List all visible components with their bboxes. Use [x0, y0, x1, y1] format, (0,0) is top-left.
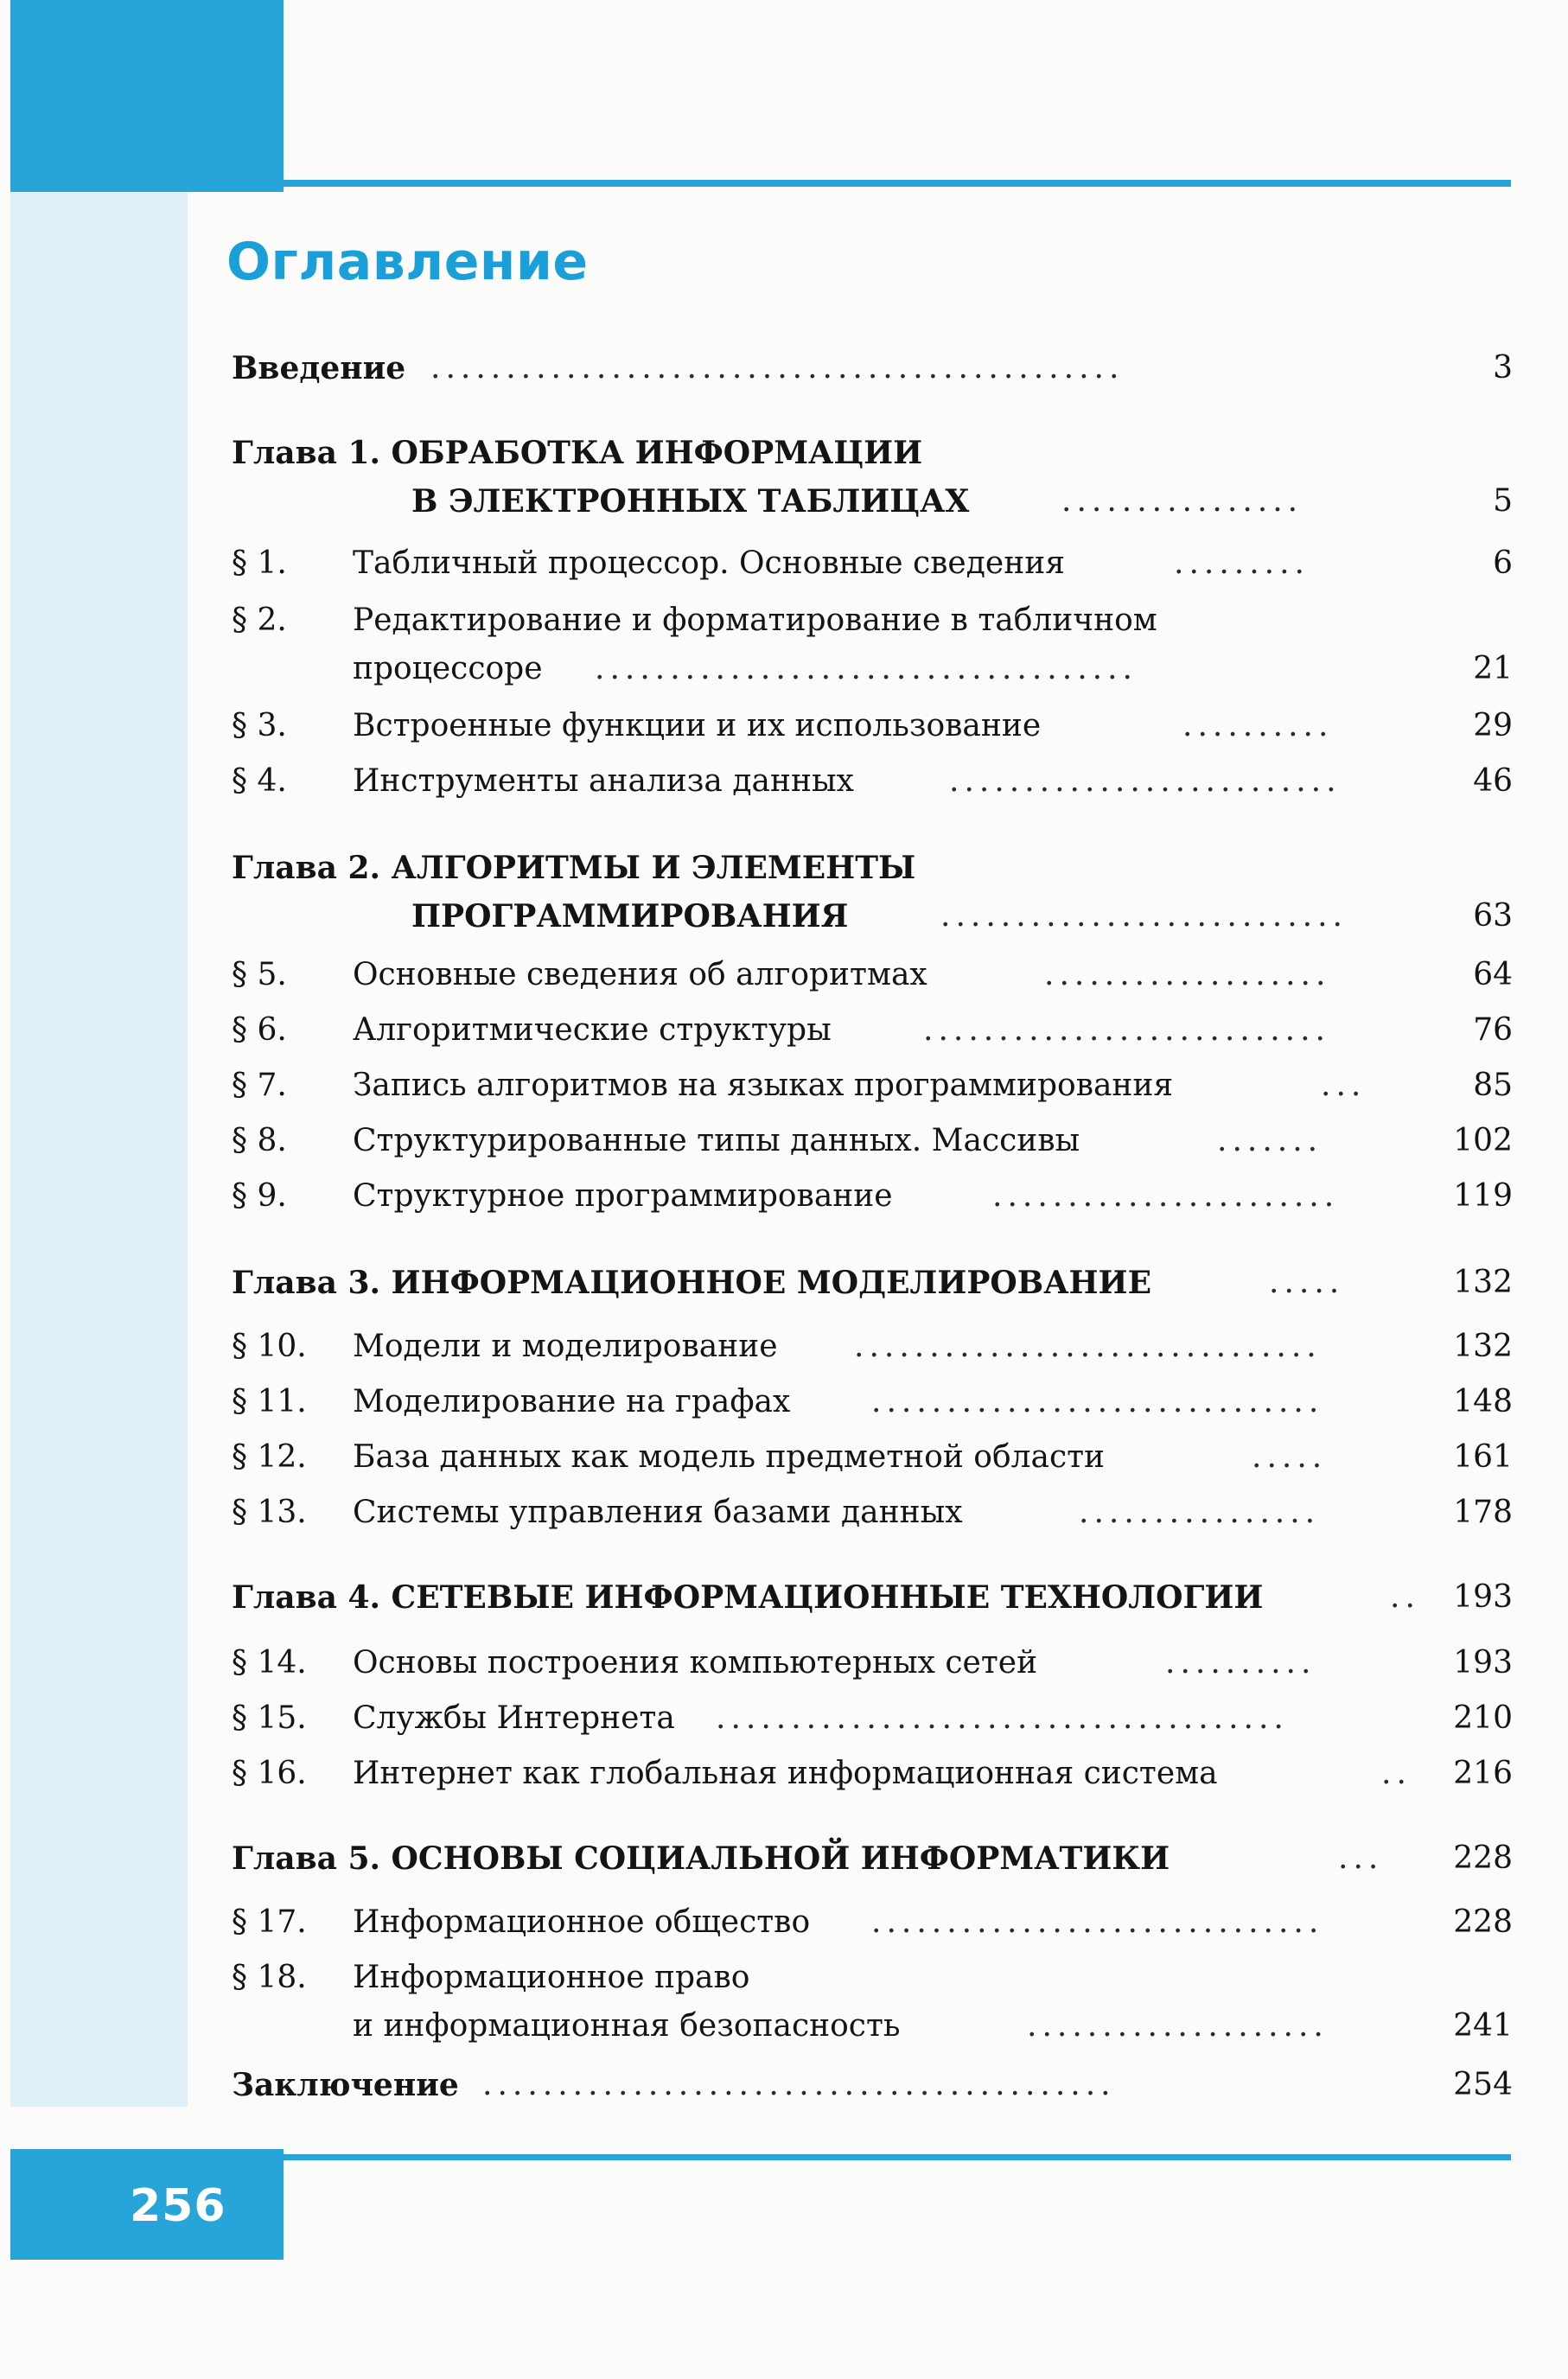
page-ref: 21 — [1473, 651, 1513, 686]
section-number: § 11. — [232, 1384, 307, 1419]
toc-section-17[interactable] — [232, 1900, 1513, 1945]
top-color-block — [10, 0, 284, 192]
section-title: Встроенные функции и их использование — [353, 708, 1042, 743]
section-number: § 10. — [232, 1329, 307, 1364]
toc-section-1[interactable] — [232, 541, 1513, 586]
leader-dots: ......... — [1174, 545, 1310, 581]
chapter-title: Глава 2. АЛГОРИТМЫ И ЭЛЕМЕНТЫ — [232, 850, 916, 886]
section-title: Основные сведения об алгоритмах — [353, 957, 927, 992]
toc-section-5[interactable] — [232, 953, 1513, 998]
leader-dots: .............................................. — [430, 350, 1125, 386]
toc-section-3[interactable] — [232, 704, 1513, 749]
section-title: Системы управления базами данных — [353, 1495, 963, 1530]
section-title: Интернет как глобальная информационная система — [353, 1756, 1218, 1791]
toc-chapter-5[interactable] — [232, 1836, 1513, 1881]
page-ref: 3 — [1493, 350, 1513, 386]
page-ref: 216 — [1453, 1756, 1513, 1791]
leader-dots: ................ — [1061, 483, 1303, 519]
toc-section-7[interactable] — [232, 1063, 1513, 1108]
page-ref: 193 — [1453, 1645, 1513, 1681]
section-number: § 2. — [232, 603, 287, 638]
toc-section-13[interactable] — [232, 1490, 1513, 1535]
section-title: Службы Интернета — [353, 1700, 675, 1736]
header-rule — [284, 180, 1511, 187]
toc-section-11[interactable] — [232, 1380, 1513, 1425]
toc-entry-label: Заключение — [232, 2067, 459, 2103]
section-title: Основы построения компьютерных сетей — [353, 1645, 1038, 1681]
section-number: § 16. — [232, 1756, 307, 1791]
page-ref: 228 — [1453, 1840, 1513, 1876]
section-number: § 1. — [232, 545, 287, 581]
toc-chapter-3[interactable] — [232, 1260, 1513, 1305]
leader-dots: ...................................... — [716, 1700, 1289, 1736]
page-ref: 76 — [1473, 1012, 1513, 1048]
section-number: § 8. — [232, 1123, 287, 1158]
leader-dots: ..... — [1269, 1265, 1345, 1300]
leader-dots: .. — [1381, 1756, 1412, 1791]
leader-dots: ................... — [1044, 957, 1331, 992]
leader-dots: .............................. — [871, 1904, 1324, 1940]
page-ref: 178 — [1453, 1495, 1513, 1530]
section-number: § 15. — [232, 1700, 307, 1736]
leader-dots: .......... — [1165, 1645, 1316, 1681]
section-number: § 6. — [232, 1012, 287, 1048]
section-title: Моделирование на графах — [353, 1384, 791, 1419]
page-ref: 85 — [1473, 1068, 1513, 1103]
page-ref: 29 — [1473, 708, 1513, 743]
section-title: Инструменты анализа данных — [353, 763, 854, 799]
section-title: Структурированные типы данных. Массивы — [353, 1123, 1080, 1158]
section-title: Модели и моделирование — [353, 1329, 778, 1364]
page-ref: 119 — [1453, 1178, 1513, 1214]
toc-section-6[interactable] — [232, 1008, 1513, 1053]
section-title-cont: и информационная безопасность — [353, 2008, 901, 2044]
toc-section-18[interactable] — [232, 1955, 1513, 2049]
toc-section-9[interactable] — [232, 1174, 1513, 1219]
leader-dots: ..... — [1252, 1439, 1328, 1475]
page-ref: 254 — [1453, 2067, 1513, 2102]
toc-chapter-2[interactable] — [232, 845, 1513, 939]
section-title: Структурное программирование — [353, 1178, 893, 1214]
toc-entry-intro[interactable] — [232, 346, 1513, 391]
section-number: § 18. — [232, 1960, 307, 1995]
page-ref: 132 — [1453, 1329, 1513, 1364]
page-ref: 6 — [1493, 545, 1513, 581]
leader-dots: ................ — [1079, 1495, 1321, 1530]
section-number: § 14. — [232, 1645, 307, 1681]
toc-section-12[interactable] — [232, 1435, 1513, 1480]
section-number: § 9. — [232, 1178, 287, 1214]
page-ref: 210 — [1453, 1700, 1513, 1736]
chapter-title-cont: В ЭЛЕКТРОННЫХ ТАБЛИЦАХ — [411, 483, 970, 520]
section-title: Запись алгоритмов на языках программирования — [353, 1068, 1174, 1103]
toc-section-4[interactable] — [232, 759, 1513, 804]
toc-section-15[interactable] — [232, 1696, 1513, 1741]
leader-dots: ....... — [1217, 1123, 1323, 1158]
page-ref: 64 — [1473, 957, 1513, 992]
section-title: Редактирование и форматирование в табличном — [353, 603, 1157, 638]
page-ref: 46 — [1473, 763, 1513, 799]
section-number: § 17. — [232, 1904, 307, 1940]
section-number: § 3. — [232, 708, 287, 743]
leader-dots: ........................... — [923, 1012, 1330, 1048]
margin-tint-strip — [10, 192, 188, 2107]
page-ref: 161 — [1453, 1439, 1513, 1475]
toc-section-8[interactable] — [232, 1119, 1513, 1164]
page-ref: 102 — [1453, 1123, 1513, 1158]
leader-dots: .............................. — [871, 1384, 1324, 1419]
chapter-title-cont: ПРОГРАММИРОВАНИЯ — [411, 898, 849, 934]
leader-dots: ....................... — [992, 1178, 1340, 1214]
toc-section-16[interactable] — [232, 1751, 1513, 1796]
page-number: 256 — [130, 2180, 226, 2232]
chapter-title: Глава 3. ИНФОРМАЦИОННОЕ МОДЕЛИРОВАНИЕ — [232, 1265, 1152, 1301]
section-number: § 13. — [232, 1495, 307, 1530]
toc-entry-label: Введение — [232, 350, 406, 386]
section-number: § 5. — [232, 957, 287, 992]
leader-dots: .................... — [1027, 2008, 1329, 2044]
toc-section-14[interactable] — [232, 1641, 1513, 1686]
section-number: § 12. — [232, 1439, 307, 1475]
toc-chapter-4[interactable] — [232, 1575, 1513, 1620]
page-ref: 193 — [1453, 1579, 1513, 1615]
page-ref: 132 — [1453, 1265, 1513, 1300]
section-title: Информационное право — [353, 1960, 750, 1995]
page-ref: 241 — [1453, 2008, 1513, 2044]
leader-dots: .................................... — [595, 651, 1138, 686]
leader-dots: .. — [1390, 1579, 1420, 1615]
toc-chapter-1[interactable] — [232, 431, 1513, 524]
page-ref: 148 — [1453, 1384, 1513, 1419]
section-title-cont: процессоре — [353, 651, 543, 686]
leader-dots: ........................... — [940, 898, 1348, 934]
leader-dots: .......................................... — [482, 2067, 1116, 2102]
chapter-title: Глава 5. ОСНОВЫ СОЦИАЛЬНОЙ ИНФОРМАТИКИ — [232, 1840, 1170, 1877]
chapter-title: Глава 1. ОБРАБОТКА ИНФОРМАЦИИ — [232, 435, 923, 471]
page-ref: 5 — [1493, 483, 1513, 519]
toc-section-2[interactable] — [232, 598, 1513, 692]
toc-entry-outro[interactable] — [232, 2063, 1513, 2108]
leader-dots: ............................... — [854, 1329, 1322, 1364]
toc-section-10[interactable] — [232, 1324, 1513, 1369]
section-title: Алгоритмические структуры — [353, 1012, 832, 1048]
section-number: § 4. — [232, 763, 287, 799]
section-title: Информационное общество — [353, 1904, 811, 1940]
leader-dots: .......... — [1182, 708, 1334, 743]
section-number: § 7. — [232, 1068, 287, 1103]
section-title: Табличный процессор. Основные сведения — [353, 545, 1065, 581]
chapter-title: Глава 4. СЕТЕВЫЕ ИНФОРМАЦИОННЫЕ ТЕХНОЛОГИИ — [232, 1579, 1264, 1616]
footer-rule — [284, 2154, 1511, 2160]
page-title: Оглавление — [226, 232, 589, 292]
leader-dots: ... — [1338, 1840, 1384, 1876]
section-title: База данных как модель предметной области — [353, 1439, 1106, 1475]
leader-dots: ... — [1321, 1068, 1367, 1103]
page-ref: 63 — [1473, 898, 1513, 934]
leader-dots: .......................... — [949, 763, 1342, 799]
page-ref: 228 — [1453, 1904, 1513, 1940]
